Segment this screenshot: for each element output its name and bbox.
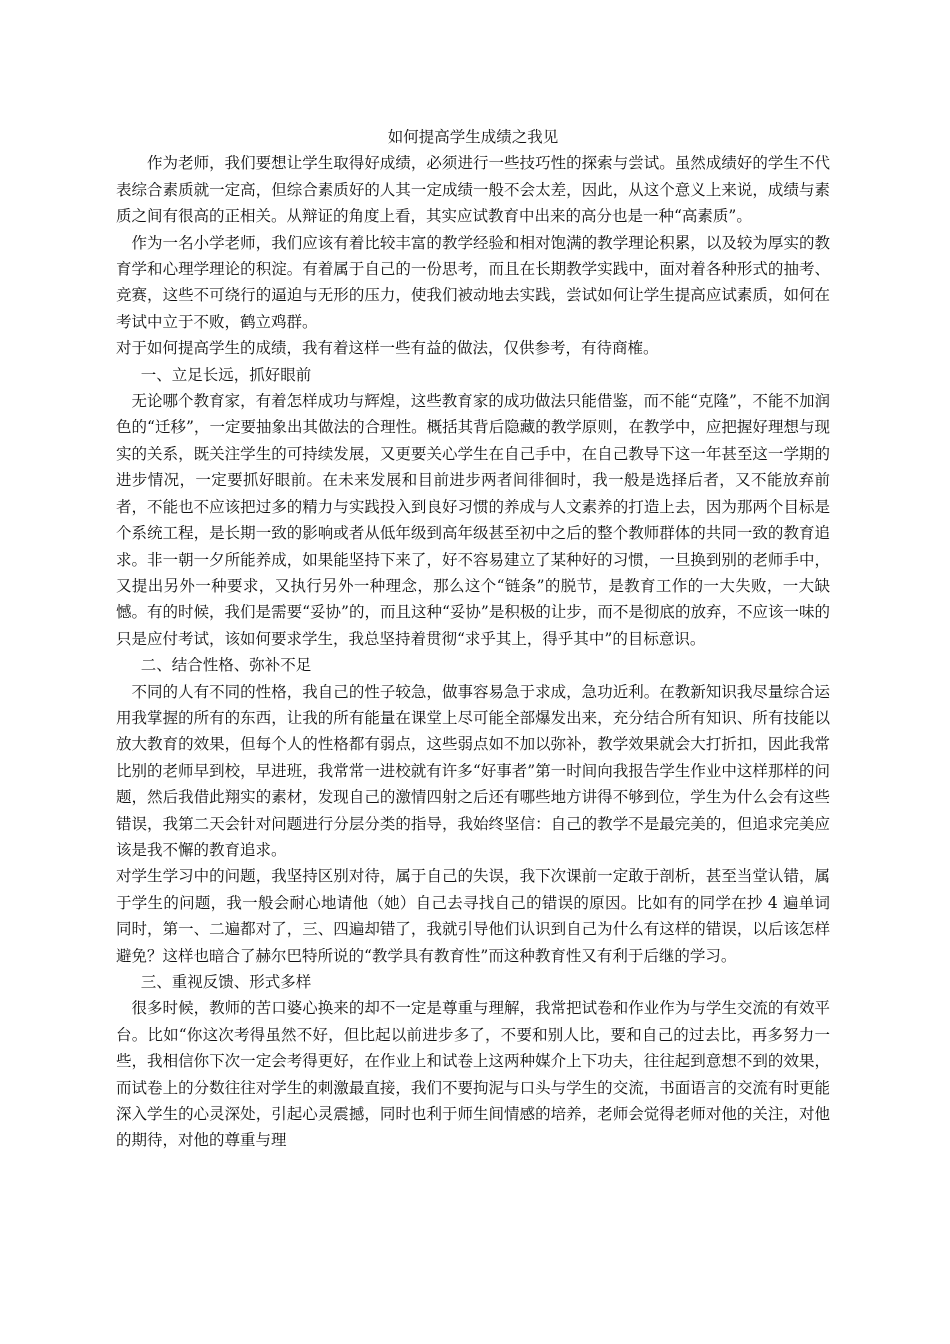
section-heading-2: 二、结合性格、弥补不足 — [140, 656, 312, 675]
document-body — [116, 124, 830, 1154]
section-heading-1: 一、立足长远，抓好眼前 — [140, 365, 312, 384]
paragraph-1: 作为老师，我们要想让学生取得好成绩，必须进行一些技巧性的探索与尝试。虽然成绩好的学生不代表综合素质就一定高，但综合素质好的人其一定成绩一般不会太差，因此，从这个意义上来说，成绩与素质之间有很高的正相关。从辩证的角度上看，其实应试教育中出来的高分也是一种“高素质”。 — [116, 154, 830, 226]
paragraph-6: 对学生学习中的问题，我坚持区别对待，属于自己的失误，我下次课前一定敢于剖析，甚至当堂认错，属于学生的问题，我一般会耐心地请他（她）自己去寻找自己的错误的原因。比如有的同学在抄 4 遍单词同时，第一、二遍都对了，三、四遍却错了，我就引导他们认识到自己为什么有这样的错误，以后该怎样避免？这样也暗合了赫尔巴特所说的“教学具有教育性”而这种教育性又有利于后继的学习。 — [116, 867, 830, 965]
paragraph-5: 不同的人有不同的性格，我自己的性子较急，做事容易急于求成，急功近利。在教新知识我尽量综合运用我掌握的所有的东西，让我的所有能量在课堂上尽可能全部爆发出来，充分结合所有知识、所有技能以放大教育的效果，但每个人的性格都有弱点，这些弱点如不加以弥补，教学效果就会大打折扣，因此我常比别的老师早到校，早进班，我常常一进校就有许多“好事者”第一时间向我报告学生作业中这样那样的问题，然后我借此翔实的素材，发现自己的激情四射之后还有哪些地方讲得不够到位，学生为什么会有这些错误，我第二天会针对问题进行分层分类的指导，我始终坚信：自己的教学不是最完美的，但追求完美应该是我不懈的教育追求。 — [116, 682, 830, 859]
paragraph-7: 很多时候，教师的苦口婆心换来的却不一定是尊重与理解，我常把试卷和作业作为与学生交流的有效平台。比如“你这次考得虽然不好，但比起以前进步多了，不要和别人比，要和自己的过去比，再多努力一些，我相信你下次一定会考得更好，在作业上和试卷上这两种媒介上下功夫，往往起到意想不到的效果，而试卷上的分数往往对学生的刺激最直接，我们不要拘泥与口头与学生的交流，书面语言的交流有时更能深入学生的心灵深处，引起心灵震撼，同时也利于师生间情感的培养，老师会觉得老师对他的关注，对他的期待，对他的尊重与理 — [116, 999, 830, 1150]
paragraph-2: 作为一名小学老师，我们应该有着比较丰富的教学经验和相对饱满的教学理论积累，以及较为厚实的教育学和心理学理论的积淀。有着属于自己的一份思考，而且在长期教学实践中，面对着各种形式的抽考、竞赛，这些不可绕行的逼迫与无形的压力，使我们被动地去实践，尝试如何让学生提高应试素质，如何在考试中立于不败，鹤立鸡群。 — [116, 233, 830, 331]
document-title: 如何提高学生成绩之我见 — [387, 128, 559, 146]
paragraph-4: 无论哪个教育家，有着怎样成功与辉煌，这些教育家的成功做法只能借鉴，而不能“克隆”，不能不加润色的“迁移”，一定要抽象出其做法的合理性。概括其背后隐藏的教学原则，在教学中，应把握好理想与现实的关系，既关注学生的可持续发展，又更要关心学生在自己手中，在自己教导下这一年甚至这一学期的进步情况，一定要抓好眼前。在未来发展和目前进步两者间徘徊时，我一般是选择后者，又不能放弃前者，不能也不应该把过多的精力与实践投入到良好习惯的养成与人文素养的打造上去，因为那两个目标是个系统工程，是长期一致的影响或者从低年级到高年级甚至初中之后的整个教师群体的共同一致的教育追求。非一朝一夕所能养成，如果能坚持下来了，好不容易建立了某种好的习惯，一旦换到别的老师手中，又提出另外一种要求，又执行另外一种理念，那么这个“链条”的脱节，是教育工作的一大失败，一大缺憾。有的时候，我们是需要“妥协”的，而且这种“妥协”是积极的让步，而不是彻底的放弃，不应该一味的只是应付考试，该如何要求学生，我总坚持着贯彻“求乎其上，得乎其中”的目标意识。 — [116, 392, 830, 648]
section-heading-3: 三、重视反馈、形式多样 — [140, 973, 312, 991]
paragraph-3: 对于如何提高学生的成绩，我有着这样一些有益的做法，仅供参考，有待商榷。 — [116, 339, 659, 358]
